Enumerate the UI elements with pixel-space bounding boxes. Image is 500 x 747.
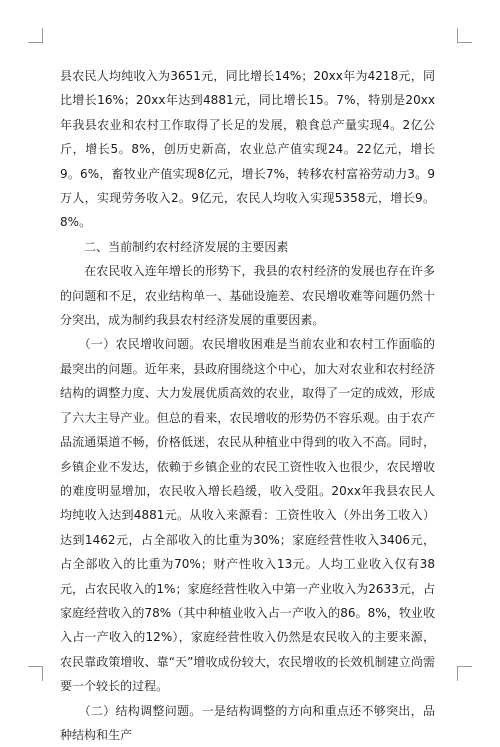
crop-mark-top-left xyxy=(28,28,43,43)
crop-mark-bottom-left xyxy=(28,666,43,681)
crop-mark-top-right xyxy=(457,28,472,43)
document-body xyxy=(60,64,435,747)
paragraph-constraints-intro: 在农民收入连年增长的形势下，我县的农村经济的发展也存在许多的问题和不足，农业结构单一、基础设施差、农民增收难等问题仍然十分突出，成为制约我县农村经济发展的重要因素。 xyxy=(60,264,435,328)
paragraph-income-summary: 县农民人均纯收入为3651元，同比增长14%；20xx年为4218元，同比增长16%；20xx年达到4881元，同比增长15。7%，特别是20xx年我县农业和农村工作取得了长足的发展，粮食总产量实现4。2亿公斤，增长5。8%，创历史新高，农业总产值实现24。22亿元，增长9。6%，畜牧业产值实现8亿元，增长7%，转移农村富裕劳动力3。9万人，实现劳务收入2。9亿元，农民人均收入实现5358元，增长9。8%。 xyxy=(60,69,435,230)
paragraph-structure-issue: （二）结构调整问题。一是结构调整的方向和重点还不够突出，品种结构和生产 xyxy=(60,703,435,742)
paragraph-farmer-income-issue: （一）农民增收问题。农民增收困难是当前农业和农村工作面临的最突出的问题。近年来，县政府围绕这个中心，加大对农业和农村经济结构的调整力度、大力发展优质高效的农业，取得了一定的成效，形成了六大主导产业。但总的看来，农民增收的形势仍不容乐观。由于农产品流通渠道不畅，价格低迷，农民从种植业中得到的收入不高。同时，乡镇企业不发达，依赖于乡镇企业的农民工资性收入也很少，农民增收的难度明显增加，农民收入增长趋缓，收入受阻。20xx年我县农民人均纯收入达到4881元。从收入来源看：工资性收入（外出务工收入）达到1462元，占全部收入的比重为30%；家庭经营性收入3406元，占全部收入的比重为70%；财产性收入13元。人均工业收入仅有38元，占农民收入的1%；家庭经营性收入中第一产业收入为2633元，占家庭经营收入的78%（其中种植业收入占一产收入的86。8%，牧业收入占一产收入的12%），家庭经营性收入仍然是农民收入的主要来源，农民靠政策增收、靠“天”增收成份较大，农民增收的长效机制建立尚需要一个较长的过程。 xyxy=(60,337,435,694)
section-heading: 二、当前制约农村经济发展的主要因素 xyxy=(60,239,289,254)
crop-mark-bottom-right xyxy=(457,666,472,681)
